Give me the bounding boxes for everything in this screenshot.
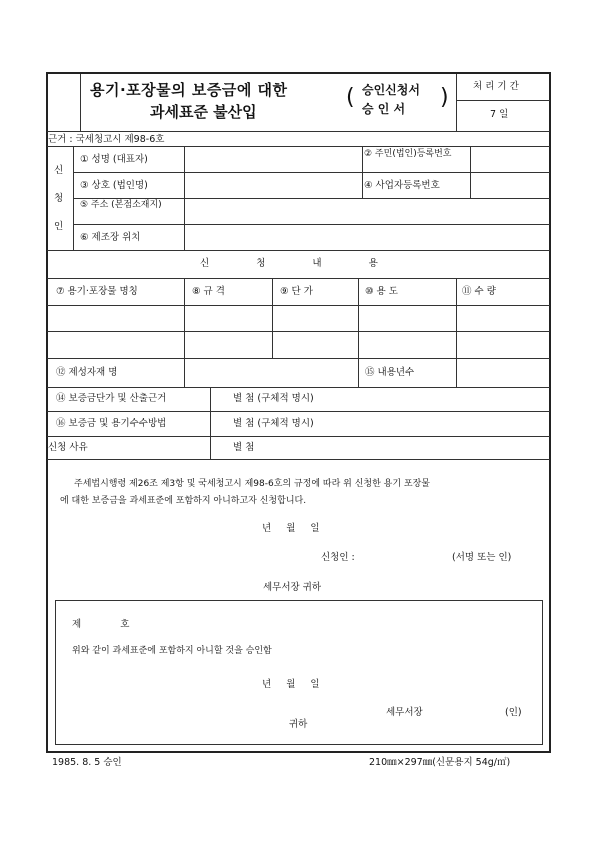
form-title-line1: 용기·포장물의 보증금에 대한 xyxy=(90,81,288,99)
form-title-line2: 과세표준 불산입 xyxy=(150,103,257,121)
resident-no-label: ② 주민(법인)등록번호 xyxy=(364,149,452,159)
header-right-divider xyxy=(456,74,457,131)
item-field-2[interactable] xyxy=(49,333,182,356)
factory-field[interactable] xyxy=(186,226,548,248)
request-title-bottom-line xyxy=(47,278,550,279)
basis-bottom-line xyxy=(47,146,550,147)
detail-row-line-1 xyxy=(47,411,550,412)
header-left-divider xyxy=(80,74,81,131)
name-label: ① 성명 (대표자) xyxy=(80,154,148,165)
deposit-method-value: 별 첨 (구체적 명시) xyxy=(233,418,314,429)
deposit-basis-value: 별 첨 (구체적 명시) xyxy=(233,393,314,404)
approval-office: 세무서장 xyxy=(386,707,423,718)
applicant-side-3: 인 xyxy=(54,221,64,232)
resident-no-field[interactable] xyxy=(472,148,548,170)
request-row-line-2 xyxy=(47,331,550,332)
material-divider-3 xyxy=(456,358,457,387)
col-divider-1 xyxy=(184,278,185,358)
applicant-row-line-1 xyxy=(73,172,550,173)
applicant-row-line-3 xyxy=(73,224,550,225)
material-divider-1 xyxy=(184,358,185,387)
deposit-method-label: ⑯ 보증금 및 용기수수방법 xyxy=(56,418,167,429)
material-field[interactable] xyxy=(186,360,356,385)
reason-label: 신청 사유 xyxy=(48,442,88,453)
approval-seal: (인) xyxy=(505,707,522,718)
col-spec: ⑧ 규 격 xyxy=(192,286,225,297)
header-bottom-line xyxy=(47,131,550,132)
applicant-sign-label: 신청인 : xyxy=(321,552,355,563)
col-use: ⑩ 용 도 xyxy=(365,286,398,297)
factory-label: ⑥ 제조장 위치 xyxy=(80,232,141,243)
declaration-date: 년 월 일 xyxy=(262,523,320,534)
applicant-bottom-line xyxy=(47,250,550,251)
request-row-line-1 xyxy=(47,305,550,306)
request-row-line-3 xyxy=(47,358,550,359)
item-field-1[interactable] xyxy=(49,307,182,329)
reason-value: 별 첨 xyxy=(233,442,255,453)
application-type-2: 승 인 서 xyxy=(362,102,406,116)
col-divider-2 xyxy=(272,278,273,358)
col-divider-3 xyxy=(358,278,359,358)
trade-name-field[interactable] xyxy=(186,174,360,196)
approval-text: 위와 같이 과세표준에 포함하지 아니할 것을 승인함 xyxy=(72,646,272,656)
name-field[interactable] xyxy=(186,148,360,170)
basis-text: 근거 : 국세청고시 제98-6호 xyxy=(48,134,165,145)
applicant-side-1: 신 xyxy=(54,165,64,176)
footer-paper-spec: 210㎜×297㎜(신문용지 54g/㎡) xyxy=(369,757,511,768)
bracket-open: ( xyxy=(346,85,355,110)
applicant-side-2: 청 xyxy=(54,193,64,204)
applicant-row-line-2 xyxy=(73,198,550,199)
sign-or-seal-label: (서명 또는 인) xyxy=(452,552,512,563)
life-label: ⑮ 내용년수 xyxy=(365,367,415,378)
processing-divider xyxy=(456,100,550,101)
processing-period-value: 7 일 xyxy=(490,109,509,120)
declaration-line2: 에 대한 보증금을 과세표준에 포함하지 아니하고자 신청합니다. xyxy=(60,496,307,506)
request-section-title: 신 청 내 용 xyxy=(200,258,400,269)
approval-date: 년 월 일 xyxy=(262,679,320,690)
declaration-addressee: 세무서장 귀하 xyxy=(263,582,322,593)
application-type-1: 승인신청서 xyxy=(362,83,420,97)
material-label: ⑫ 제성자재 명 xyxy=(56,367,118,378)
processing-period-label: 처 리 기 간 xyxy=(473,81,519,92)
material-divider-2 xyxy=(358,358,359,387)
approval-number: 제 호 xyxy=(72,619,130,630)
address-label: ⑤ 주소 (본점소재지) xyxy=(80,200,162,210)
detail-row-line-2 xyxy=(47,436,550,437)
col-qty: ⑪ 수 량 xyxy=(462,286,496,297)
col-unit: ⑨ 단 가 xyxy=(280,286,313,297)
declaration-line1: 주세법시행령 제26조 제3항 및 국세청고시 제98-6호의 규정에 따라 위 신청한 용기 포장물 xyxy=(74,479,430,489)
biz-reg-field[interactable] xyxy=(472,174,548,196)
material-bottom-line xyxy=(47,387,550,388)
footer-approved: 1985. 8. 5 승인 xyxy=(52,757,122,768)
deposit-basis-label: ⑭ 보증금단가 및 산출근거 xyxy=(56,393,167,404)
col-item: ⑦ 용기·포장물 명칭 xyxy=(56,286,138,297)
address-field[interactable] xyxy=(186,200,548,222)
applicant-sign-field[interactable] xyxy=(366,549,446,565)
life-field[interactable] xyxy=(458,360,548,385)
approval-addressee: 귀하 xyxy=(289,719,308,730)
biz-reg-label: ④ 사업자등록번호 xyxy=(364,180,440,191)
col-divider-4 xyxy=(456,278,457,358)
detail-divider xyxy=(210,387,211,459)
request-bottom-line xyxy=(47,459,550,460)
bracket-close: ) xyxy=(440,85,449,110)
trade-name-label: ③ 상호 (법인명) xyxy=(80,180,148,191)
